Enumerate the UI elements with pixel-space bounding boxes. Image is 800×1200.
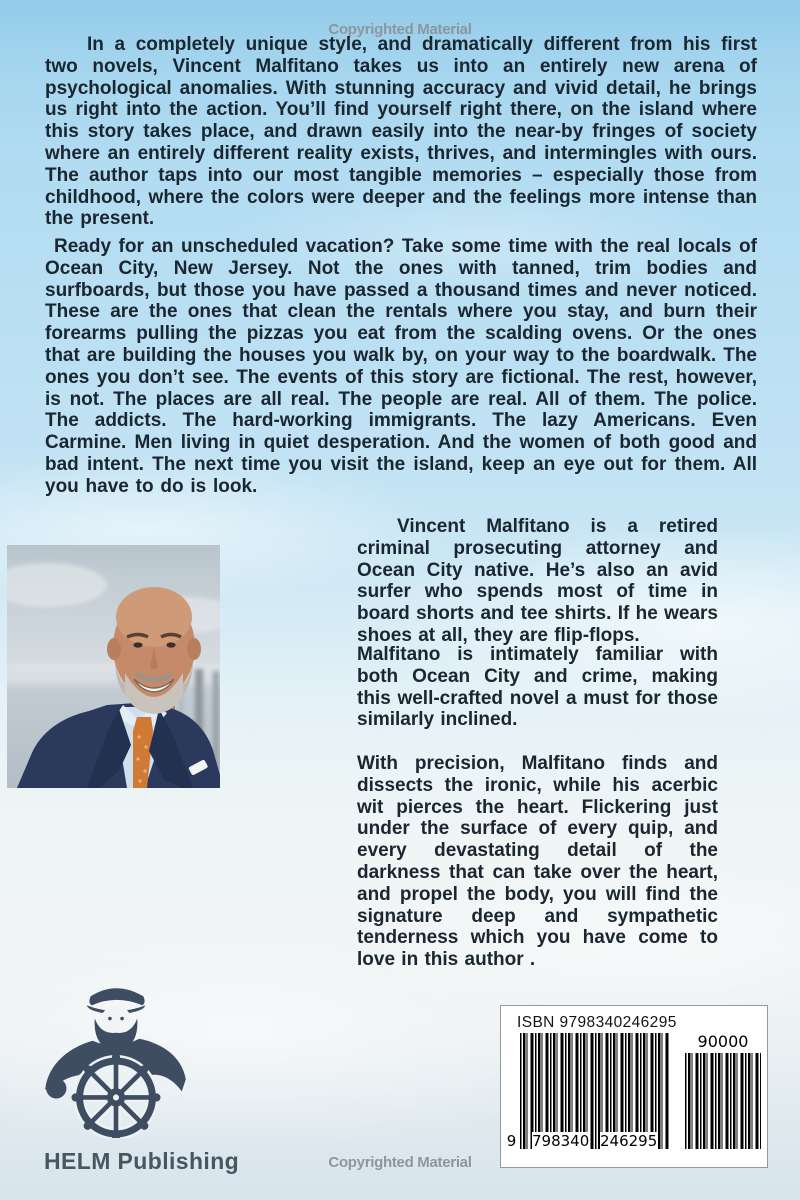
barcode-digit-group1: 798340 bbox=[532, 1132, 590, 1150]
author-bio-paragraph-1: Vincent Malfitano is a retired criminal prosecuting attorney and Ocean City native. He’s also an avid surfer who spends most of time in board shorts and tee shirts. If he wears shoes at all, they are flip-flops. bbox=[357, 516, 718, 646]
barcode-price-code: 90000 bbox=[697, 1032, 749, 1051]
synopsis-paragraph-1: In a completely unique style, and dramatically different from his first two novels, Vincent Malfitano takes us into an entirely new arena of psychological anomalies. With stunning accuracy and vivid detail, he brings us right into the action. You’ll find yourself right there, on the island where this story takes place, and drawn easily into the near-by fringes of society where an entirely different reality exists, thrives, and intermingles with ours. The author taps into our most tangible memories – especially those from childhood, where the colors were deeper and the feelings more intense than the present. bbox=[45, 34, 757, 230]
author-bio-paragraph-2: Malfitano is intimately familiar with both Ocean City and crime, making this well-crafted novel a must for those similarly inclined. bbox=[357, 644, 718, 731]
author-photo bbox=[7, 545, 220, 788]
copyright-notice-top: Copyrighted Material bbox=[328, 21, 472, 38]
sailor-at-helm-icon bbox=[30, 976, 202, 1138]
barcode-digit-group2: 246295 bbox=[600, 1132, 658, 1150]
author-bio-paragraph-3: With precision, Malfitano finds and dissects the ironic, while his acerbic wit pierces the heart. Flickering just under the surface of every quip, and every devastating detail of the darkness that can take over the heart, and propel the body, you will find the signature deep and sympathetic tenderness which you have come to love in this author . bbox=[357, 753, 718, 971]
copyright-notice-bottom: Copyrighted Material bbox=[328, 1154, 472, 1171]
synopsis-paragraph-2: Ready for an unscheduled vacation? Take some time with the real locals of Ocean City, New Jersey. Not the ones with tanned, trim bodies and surfboards, but those you have passed a thousand times and never noticed. These are the ones that clean the rentals where you stay, and burn their forearms pulling the pizzas you eat from the scalding ovens. Or the ones that are building the houses you walk by, on your way to the boardwalk. The ones you don’t see. The events of this story are fictional. The rest, however, is not. The places are all real. The people are real. All of them. The police. The addicts. The hard-working immigrants. The lazy Americans. Even Carmine. Men living in quiet desperation. And the women of both good and bad intent. The next time you visit the island, keep an eye out for them. All you have to do is look. bbox=[45, 236, 757, 497]
isbn-label: ISBN 9798340246295 bbox=[517, 1014, 677, 1031]
barcode-bars-addon bbox=[685, 1053, 761, 1149]
isbn-barcode bbox=[500, 1005, 768, 1168]
publisher-name: HELM Publishing bbox=[44, 1148, 240, 1174]
barcode-digit-lead: 9 bbox=[506, 1132, 517, 1150]
